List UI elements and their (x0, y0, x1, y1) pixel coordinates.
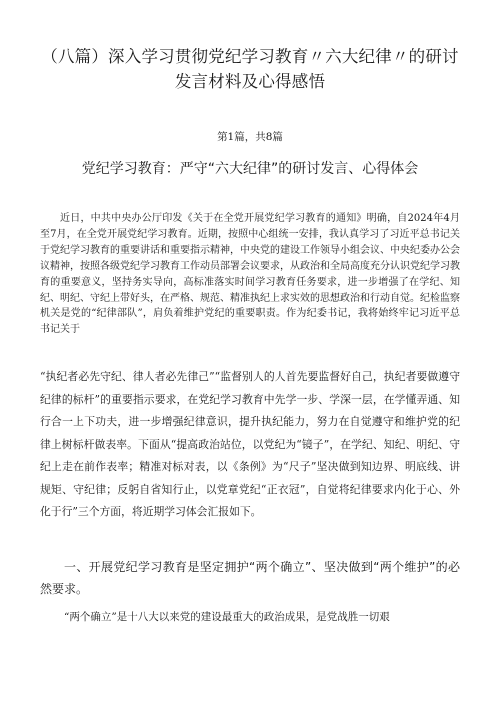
body-paragraph-intro: 近日，中共中央办公厅印发《关于在全党开展党纪学习教育的通知》明确，自2024年4月至7月，在全党开展党纪学习教育。近期，按照中心组统一安排，我认真学习了习近平总书记关于党纪学习教育的重要讲话和重要指示精神，中央党的建设工作领导小组会议、中央纪委办公会议精神，按照各级党纪学习教育工作动员部署会议要求，从政治和全局高度充分认识党纪学习教育的重要意义，坚持务实导向，高标准落实时间学习教育任务要求，进一步增强了在学纪、知纪、明纪、守纪上带好头，在严格、规范、精准执纪上求实效的思想政治和行动自觉。纪检监察机关是党的“纪律部队”，肩负着维护党纪的重要职责。作为纪委书记，我将始终牢记习近平总书记关于 (40, 213, 460, 336)
body-paragraph-summary: “执纪者必先守纪、律人者必先律己”“监督别人的人首先要监督好自己，执纪者要做遵守纪律的标杆”的重要指示要求，在党纪学习教育中先学一步、学深一层，在学懂弄通、知行合一上下功夫，进一步增强纪律意识，提升执纪能力，努力在自觉遵守和维护党的纪律上树标杆做表率。下面从“提高政治站位，以党纪为“镜子”，在学纪、知纪、明纪、守纪上走在前作表率；精准对标对表，以《条例》为“尺子”坚决做到知边界、明底线、讲规矩、守纪律；反躬自省知行止，以党章党纪“正衣冠”，自觉将纪律要求内化于心、外化于行”三个方面，将近期学习体会汇报如下。 (40, 370, 460, 518)
page-indicator: 第1篇，共8篇 (217, 131, 283, 143)
body-paragraph-section-1: “两个确立”是十八大以来党的建设最重大的政治成果，是党战胜一切艰 (64, 611, 390, 623)
document-title: （八篇）深入学习贯彻党纪学习教育〃六大纪律〃的研讨发言材料及心得感悟 (41, 47, 459, 91)
article-subtitle: 党纪学习教育：严守“六大纪律”的研讨发言、心得体会 (81, 161, 419, 177)
section-heading-1: 一、开展党纪学习教育是坚定拥护“两个确立”、坚决做到“两个维护”的必然要求。 (40, 560, 460, 596)
